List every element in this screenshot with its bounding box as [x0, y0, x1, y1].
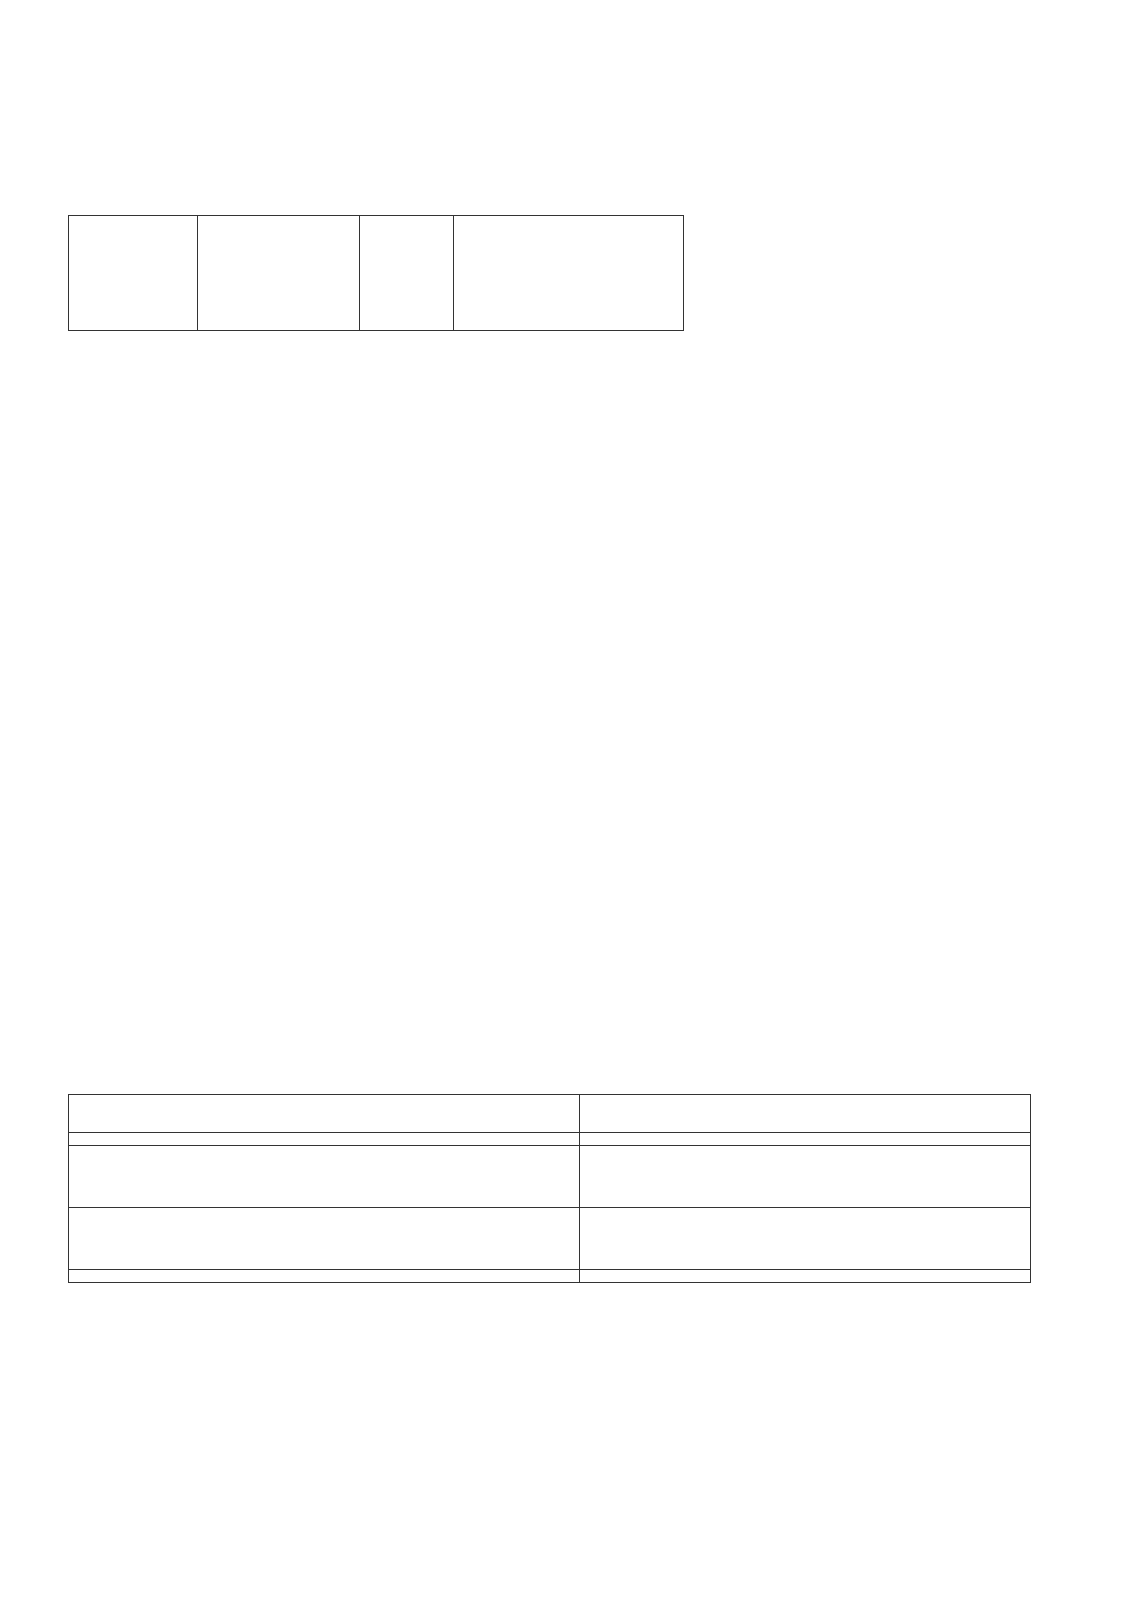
situation-cell: [69, 1270, 580, 1283]
cp-readings-table: [68, 215, 684, 331]
situation-cell: [69, 1146, 580, 1208]
table-row: [69, 1133, 1031, 1146]
handling-cell: [580, 1208, 1031, 1270]
header-situation: [69, 1095, 580, 1133]
display-cell: [454, 216, 684, 331]
header-handling: [580, 1095, 1031, 1133]
table-row: [69, 1270, 1031, 1283]
situation-cell: [69, 1133, 580, 1146]
handling-cell: [580, 1146, 1031, 1208]
table-row: [69, 216, 684, 331]
handling-cell: [580, 1270, 1031, 1283]
description-cell: [198, 216, 360, 331]
handling-cell: [580, 1133, 1031, 1146]
cp-label-cell: [69, 216, 198, 331]
lcd-display: [478, 219, 666, 327]
situation-cell: [69, 1208, 580, 1270]
reset-table: [68, 1094, 1031, 1283]
code-cell: [360, 216, 454, 331]
table-row: [69, 1208, 1031, 1270]
table-row: [69, 1146, 1031, 1208]
